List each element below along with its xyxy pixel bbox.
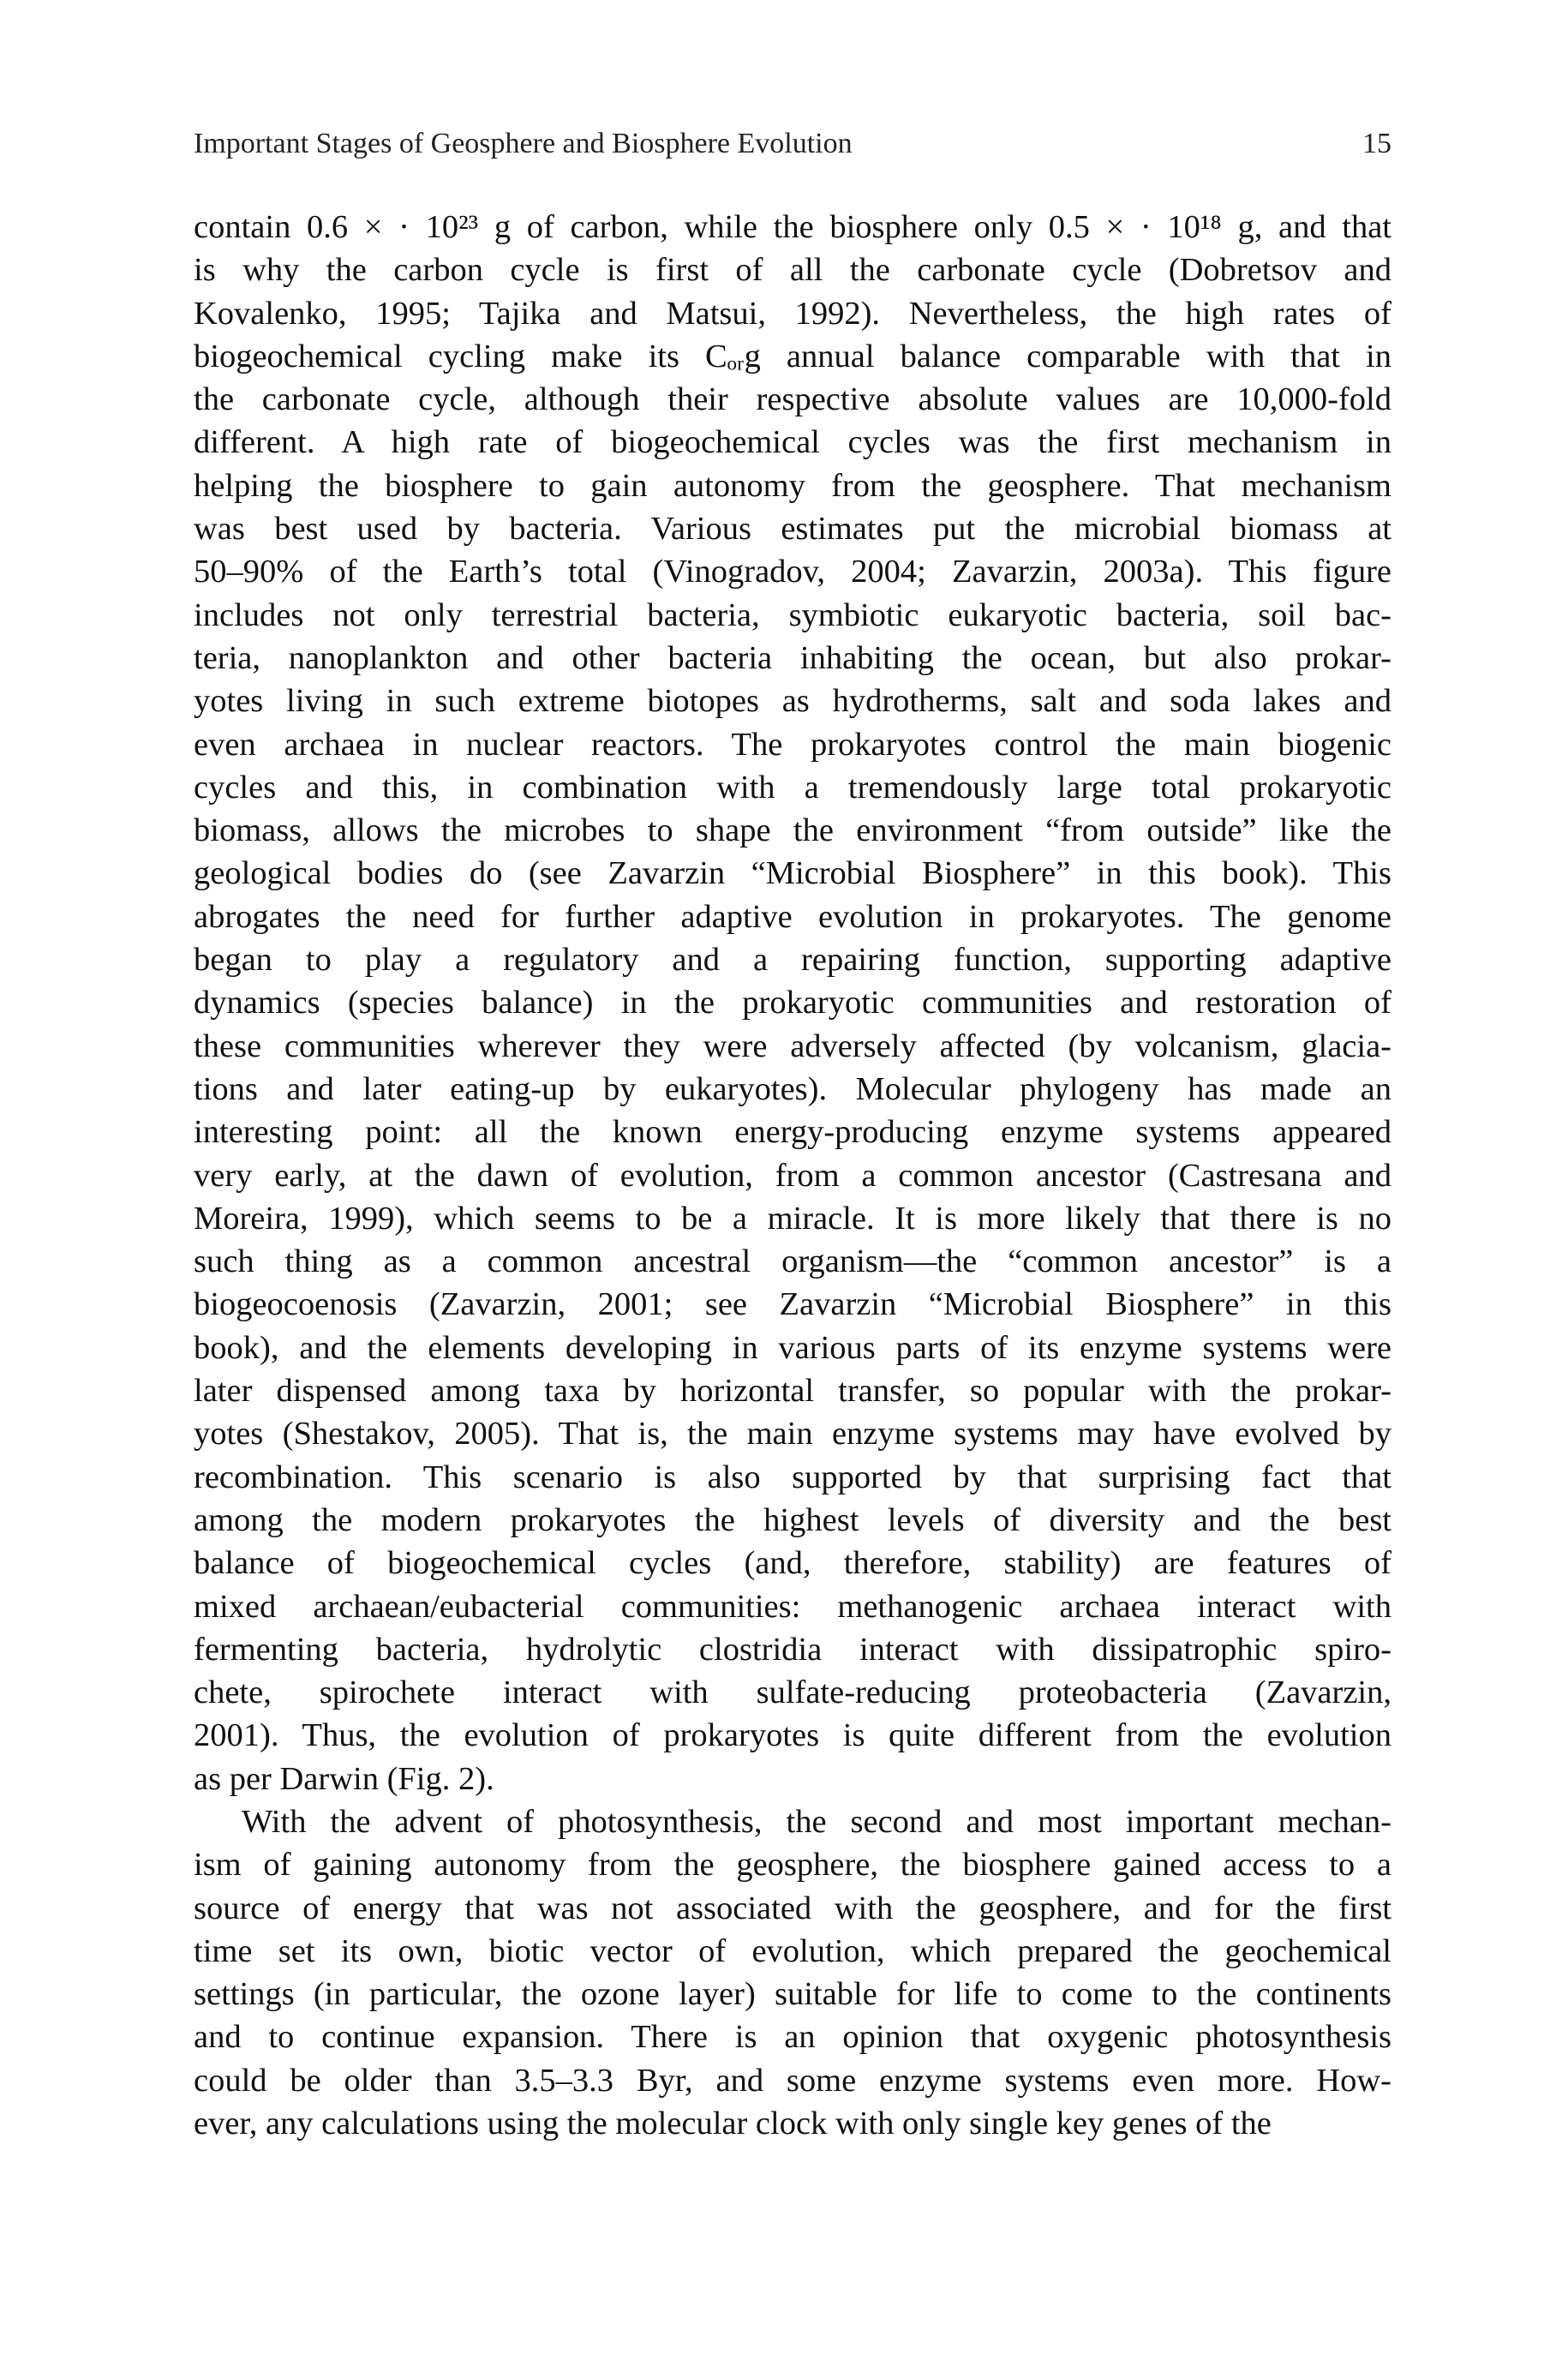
text-line: could be older than 3.5–3.3 Byr, and some enzyme systems even more. How-	[194, 2062, 1391, 2099]
text-line: such thing as a common ancestral organism—the “common ancestor” is a	[194, 1243, 1391, 1280]
text-line: biogeochemical cycling make its Cₒᵣg annual balance comparable with that in	[194, 338, 1391, 374]
text-line: time set its own, biotic vector of evolution, which prepared the geochemical	[194, 1932, 1391, 1969]
text-line: helping the biosphere to gain autonomy from the geosphere. That mechanism	[194, 467, 1391, 504]
text-line: ever, any calculations using the molecular clock with only single key genes of the	[194, 2105, 1272, 2142]
text-line: was best used by bacteria. Various estimates put the microbial biomass at	[194, 511, 1391, 548]
text-line: contain 0.6 × · 10²³ g of carbon, while the biosphere only 0.5 × · 10¹⁸ g, and that	[194, 209, 1391, 245]
text-line: yotes living in such extreme biotopes as hydrotherms, salt and soda lakes and	[194, 683, 1391, 720]
paragraph	[194, 1800, 1391, 2145]
text-line: these communities wherever they were adversely affected (by volcanism, glacia-	[194, 1027, 1391, 1064]
running-head	[194, 118, 1391, 170]
text-line: yotes (Shestakov, 2005). That is, the main enzyme systems may have evolved by	[194, 1416, 1391, 1453]
text-line: 2001). Thus, the evolution of prokaryotes is quite different from the evolution	[194, 1717, 1391, 1754]
text-line: ism of gaining autonomy from the geosphere, the biosphere gained access to a	[194, 1847, 1391, 1884]
text-line: and to continue expansion. There is an opinion that oxygenic photosynthesis	[194, 2019, 1391, 2056]
text-line: interesting point: all the known energy-producing enzyme systems appeared	[194, 1114, 1391, 1151]
text-line: cycles and this, in combination with a tremendously large total prokaryotic	[194, 769, 1391, 806]
text-line: source of energy that was not associated with the geosphere, and for the first	[194, 1890, 1391, 1926]
text-line: biomass, allows the microbes to shape the environment “from outside” like the	[194, 812, 1391, 849]
text-line: geological bodies do (see Zavarzin “Microbial Biosphere” in this book). This	[194, 855, 1391, 892]
text-line: recombination. This scenario is also supported by that surprising fact that	[194, 1459, 1391, 1495]
text-line: dynamics (species balance) in the prokaryotic communities and restoration of	[194, 985, 1391, 1021]
paragraph	[194, 206, 1391, 1800]
text-line: abrogates the need for further adaptive evolution in prokaryotes. The genome	[194, 898, 1391, 935]
text-line: fermenting bacteria, hydrolytic clostridia interact with dissipatrophic spiro-	[194, 1631, 1391, 1668]
text-line: among the modern prokaryotes the highest levels of diversity and the best	[194, 1501, 1391, 1538]
text-line: chete, spirochete interact with sulfate-reducing proteobacteria (Zavarzin,	[194, 1674, 1391, 1711]
page-number: 15	[1362, 128, 1391, 159]
text-line: later dispensed among taxa by horizontal transfer, so popular with the prokar-	[194, 1373, 1391, 1410]
text-line: tions and later eating-up by eukaryotes). Molecular phylogeny has made an	[194, 1070, 1391, 1107]
text-line: is why the carbon cycle is first of all the carbonate cycle (Dobretsov and	[194, 252, 1391, 289]
text-line: very early, at the dawn of evolution, from a common ancestor (Castresana and	[194, 1157, 1391, 1194]
text-line: the carbonate cycle, although their respective absolute values are 10,000-fold	[194, 381, 1391, 418]
text-line: includes not only terrestrial bacteria, symbiotic eukaryotic bacteria, soil bac-	[194, 596, 1391, 633]
text-line: settings (in particular, the ozone layer) suitable for life to come to the continents	[194, 1976, 1391, 2013]
text-line: mixed archaean/eubacterial communities: methanogenic archaea interact with	[194, 1588, 1391, 1625]
text-line: balance of biogeochemical cycles (and, therefore, stability) are features of	[194, 1545, 1391, 1582]
text-line: different. A high rate of biogeochemical cycles was the first mechanism in	[194, 424, 1391, 461]
text-line: Moreira, 1999), which seems to be a miracle. It is more likely that there is no	[194, 1200, 1391, 1237]
running-title: Important Stages of Geosphere and Biosphere Evolution	[194, 128, 853, 159]
text-line: began to play a regulatory and a repairing function, supporting adaptive	[194, 942, 1391, 979]
text-line: teria, nanoplankton and other bacteria inhabiting the ocean, but also prokar-	[194, 639, 1391, 676]
text-line: even archaea in nuclear reactors. The prokaryotes control the main biogenic	[194, 726, 1391, 763]
text-line: book), and the elements developing in various parts of its enzyme systems were	[194, 1329, 1391, 1366]
text-line: biogeocoenosis (Zavarzin, 2001; see Zavarzin “Microbial Biosphere” in this	[194, 1286, 1391, 1323]
text-line: Kovalenko, 1995; Tajika and Matsui, 1992). Nevertheless, the high rates of	[194, 295, 1391, 332]
text-line: 50–90% of the Earth’s total (Vinogradov, 2004; Zavarzin, 2003a). This figure	[194, 554, 1391, 590]
text-line: as per Darwin (Fig. 2).	[194, 1760, 494, 1797]
body-text	[194, 206, 1391, 2145]
text-line: With the advent of photosynthesis, the second and most important mechan-	[242, 1803, 1391, 1840]
